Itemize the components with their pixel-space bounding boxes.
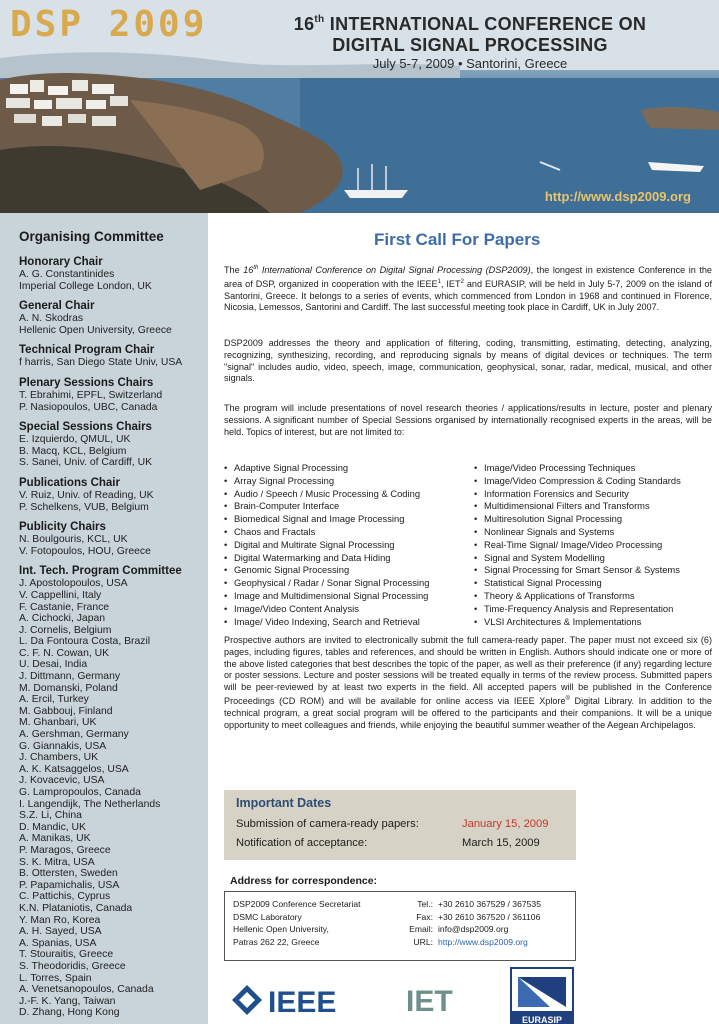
topic-item: • Signal and System Modelling <box>474 552 714 565</box>
committee-section-heading: Publicity Chairs <box>19 521 106 534</box>
submission-paragraph <box>224 635 712 731</box>
topic-item: • VLSI Architectures & Implementations <box>474 616 714 629</box>
committee-member: B. Ottersten, Sweden <box>19 868 118 880</box>
contact-key-tel: Tel.: <box>417 899 433 909</box>
committee-member: J. Cornelis, Belgium <box>19 624 112 636</box>
topic-item: • Adaptive Signal Processing <box>224 462 464 475</box>
committee-section <box>19 565 208 1019</box>
eurasip-logo-text: EURASIP <box>521 1015 563 1024</box>
topic-item: • Image/ Video Indexing, Search and Retrieval <box>224 616 464 629</box>
committee-member: A. Cichocki, Japan <box>19 613 106 625</box>
para1-body: , the longest in existence Conference in the area of DSP, organized in cooperation with the IEEE <box>224 265 712 289</box>
committee-member: A. G. Constantinides <box>19 269 115 280</box>
committee-sections <box>19 256 208 1019</box>
ieee-logo-text: IEEE <box>268 986 337 1017</box>
committee-member: A. Gershman, Germany <box>19 729 129 741</box>
committee-member: A. H. Sayed, USA <box>19 926 102 938</box>
topic-item: • Chaos and Fractals <box>224 526 464 539</box>
para1-iet: , IET <box>440 278 461 289</box>
program-paragraph: The program will include presentations of novel research theories / applications/results in lecture, poster and plenary sessions. A significant number of Special Sessions organised by internationally recognised experts in the areas, will be held. Topics of interest, but are not limited to: <box>224 403 712 437</box>
contact-keys <box>391 898 433 948</box>
committee-member: V. Fotopoulos, HOU, Greece <box>19 545 151 557</box>
committee-member: L. Torres, Spain <box>19 972 92 984</box>
contact-tel: +30 2610 367529 / 367535 <box>438 899 541 909</box>
title-line2: DIGITAL SIGNAL PROCESSING <box>332 35 608 55</box>
committee-member: J.-F. K. Yang, Taiwan <box>19 995 116 1007</box>
committee-member: Hellenic Open University, Greece <box>19 324 172 336</box>
date-label: Submission of camera-ready papers: <box>236 818 419 830</box>
committee-member: F. Castanie, France <box>19 601 110 613</box>
address-line: Hellenic Open University, <box>233 924 329 934</box>
conference-title <box>230 9 710 56</box>
para4-registered-mark: ® <box>565 695 570 702</box>
topic-item: • Real-Time Signal/ Image/Video Processing <box>474 539 714 552</box>
committee-section <box>19 300 208 336</box>
topic-item: • Digital and Multirate Signal Processing <box>224 539 464 552</box>
topic-item: • Theory & Applications of Transforms <box>474 590 714 603</box>
committee-member: E. Izquierdo, QMUL, UK <box>19 434 131 446</box>
committee-member: f harris, San Diego State Univ, USA <box>19 357 183 369</box>
banner-url-link[interactable]: http://www.dsp2009.org <box>544 189 691 204</box>
committee-member: C. F. N. Cowan, UK <box>19 647 110 659</box>
committee-member: D. Zhang, Hong Kong <box>19 1007 120 1019</box>
contact-key-email: Email: <box>409 924 433 934</box>
contact-url-link[interactable]: http://www.dsp2009.org <box>438 936 528 947</box>
topic-item: • Multidimensional Filters and Transforms <box>474 500 714 513</box>
para1-ordinal: 16 <box>243 265 254 276</box>
topic-item: • Multiresolution Signal Processing <box>474 513 714 526</box>
address-line: DSMC Laboratory <box>233 911 302 922</box>
committee-member: I. Langendijk, The Netherlands <box>19 798 161 810</box>
title-ordinal: 16 <box>293 14 315 34</box>
committee-member: Y. Man Ro, Korea <box>19 914 101 926</box>
committee-member: S. Theodoridis, Greece <box>19 960 126 972</box>
date-label: Notification of acceptance: <box>236 837 368 849</box>
important-dates-title: Important Dates <box>236 796 332 810</box>
iet-logo-text: IET <box>406 985 453 1018</box>
para1-tail: and EURASIP, will be held in July 5-7, 2009 on the island of Santorini, Greece. It belongs to a series of events, which commenced from London in 1968 and continued in Florence, Nicosia, Lemessos, Santorini and Cardiff. The last successful meeting took place in Cardiff, UK in July 2007. <box>224 278 712 313</box>
committee-member: P. Papamichalis, USA <box>19 879 120 891</box>
para1-footnote-1: 1 <box>437 278 441 285</box>
topic-item: • Audio / Speech / Music Processing & Coding <box>224 488 464 501</box>
committee-section-heading: Technical Program Chair <box>19 344 155 357</box>
committee-member: J. Chambers, UK <box>19 752 99 764</box>
para1-conference-name: International Conference on Digital Signal Processing (DSP2009) <box>258 265 531 276</box>
topic-item: • Image/Video Content Analysis <box>224 603 464 616</box>
committee-member: M. Gabbouj, Finland <box>19 705 113 717</box>
committee-member: A. Ercil, Turkey <box>19 694 89 706</box>
topic-item: • Time-Frequency Analysis and Representation <box>474 603 714 616</box>
committee-member: N. Boulgouris, KCL, UK <box>19 534 128 546</box>
call-for-papers-title: First Call For Papers <box>374 230 541 249</box>
para1-ordinal-suffix: th <box>253 265 259 271</box>
committee-member: L. Da Fontoura Costa, Brazil <box>19 636 151 648</box>
scope-paragraph: DSP2009 addresses the theory and application of filtering, coding, transmitting, estimating, detecting, analyzing, recognizing, synthesizing, recording, and reproducing signals by means of digital devices or techniques. The term "signal" includes audio, video, speech, image, communication, geophysical, sonar, radar, medical, musical, and other signals. <box>224 338 712 384</box>
committee-member: Imperial College London, UK <box>19 280 152 292</box>
topics-left-column <box>224 462 464 628</box>
contact-key-fax: Fax: <box>416 911 433 922</box>
important-dates-box <box>224 790 576 860</box>
committee-member: S. K. Mitra, USA <box>19 856 95 868</box>
eurasip-logo <box>510 967 574 1024</box>
topic-item: • Array Signal Processing <box>224 475 464 488</box>
topics-right-column <box>474 462 714 628</box>
committee-member: J. Kovacevic, USA <box>19 775 105 787</box>
intro-paragraph <box>224 263 712 314</box>
address-line: DSP2009 Conference Secretariat <box>233 899 361 909</box>
topic-item: • Digital Watermarking and Data Hiding <box>224 552 464 565</box>
topic-item: • Signal Processing for Smart Sensor & Systems <box>474 564 714 577</box>
committee-member: P. Maragos, Greece <box>19 844 111 856</box>
topic-item: • Genomic Signal Processing <box>224 564 464 577</box>
committee-member: J. Apostolopoulos, USA <box>19 578 128 590</box>
ieee-logo <box>230 983 360 1021</box>
committee-section <box>19 344 208 369</box>
sidebar-title: Organising Committee <box>19 229 164 244</box>
committee-member: M. Ghanbari, UK <box>19 717 97 729</box>
committee-section <box>19 521 208 557</box>
address-lines <box>233 898 361 948</box>
committee-member: B. Macq, KCL, Belgium <box>19 445 127 457</box>
committee-member: U. Desai, India <box>19 659 88 671</box>
contact-fax: +30 2610 367520 / 361106 <box>438 911 541 922</box>
topic-item: • Brain-Computer Interface <box>224 500 464 513</box>
committee-member: S.Z. Li, China <box>19 810 82 822</box>
date-value: January 15, 2009 <box>462 818 549 830</box>
committee-section <box>19 421 208 469</box>
address-title: Address for correspondence: <box>230 875 378 887</box>
committee-member: V. Ruiz, Univ. of Reading, UK <box>19 489 154 501</box>
committee-member: P. Nasiopoulos, UBC, Canada <box>19 401 158 413</box>
committee-member: A. K. Katsaggelos, USA <box>19 763 129 775</box>
date-row-submission <box>236 818 564 837</box>
committee-member: A. N. Skodras <box>19 313 84 325</box>
topic-item: • Image/Video Processing Techniques <box>474 462 714 475</box>
organising-committee-sidebar <box>0 213 208 1024</box>
committee-section-heading: Publications Chair <box>19 476 120 489</box>
committee-member: T. Stouraitis, Greece <box>19 949 114 961</box>
topic-item: • Nonlinear Signals and Systems <box>474 526 714 539</box>
committee-section-heading: General Chair <box>19 300 95 313</box>
para1-lead: The <box>224 265 244 276</box>
committee-member: K.N. Plataniotis, Canada <box>19 902 133 914</box>
committee-member: J. Dittmann, Germany <box>19 671 121 683</box>
topic-item: • Statistical Signal Processing <box>474 577 714 590</box>
contact-values <box>438 898 541 948</box>
committee-section-heading: Plenary Sessions Chairs <box>19 376 154 389</box>
committee-member: T. Ebrahimi, EPFL, Switzerland <box>19 389 163 401</box>
title-ordinal-suffix: th <box>314 14 325 25</box>
committee-member: C. Pattichis, Cyprus <box>19 891 111 903</box>
sponsor-logos <box>224 967 576 1024</box>
title-line1-rest: INTERNATIONAL CONFERENCE ON <box>329 14 647 34</box>
committee-section <box>19 477 208 513</box>
committee-section-heading: Special Sessions Chairs <box>19 421 152 434</box>
topic-item: • Image and Multidimensional Signal Processing <box>224 590 464 603</box>
conference-date-location: July 5-7, 2009 • Santorini, Greece <box>372 56 568 71</box>
topic-item: • Geophysical / Radar / Sonar Signal Processing <box>224 577 464 590</box>
committee-section <box>19 377 208 413</box>
header-banner <box>0 0 719 213</box>
committee-member: V. Cappellini, Italy <box>19 589 102 601</box>
topic-item: • Image/Video Compression & Coding Standards <box>474 475 714 488</box>
committee-member: A. Venetsanopoulos, Canada <box>19 984 154 996</box>
address-box <box>224 891 576 961</box>
committee-member: S. Sanei, Univ. of Cardiff, UK <box>19 457 153 469</box>
contact-key-url: URL: <box>413 936 433 947</box>
committee-member: G. Lampropoulos, Canada <box>19 787 141 798</box>
topic-item: • Biomedical Signal and Image Processing <box>224 513 464 526</box>
committee-member: A. Manikas, UK <box>19 833 91 845</box>
committee-member: G. Giannakis, USA <box>19 740 107 752</box>
date-value: March 15, 2009 <box>462 837 540 849</box>
committee-section-heading: Honorary Chair <box>19 256 103 268</box>
date-row-notification <box>236 837 564 856</box>
committee-member: P. Schelkens, VUB, Belgium <box>19 501 149 513</box>
committee-section <box>19 256 208 292</box>
dsp2009-logo: DSP 2009 <box>10 4 208 45</box>
contact-email-link[interactable]: info@dsp2009.org <box>438 924 509 934</box>
iet-logo <box>404 981 474 1023</box>
para1-footnote-2: 2 <box>460 278 464 285</box>
para4-tail: Digital Library. In addition to the technical program, a great social program will be offered to the participants and their companions. It will be a unique opportunity to meet colleagues and friends, while enjoying the beautiful summer weather of the Aegean Archipelagos. <box>224 696 712 730</box>
committee-section-heading: Int. Tech. Program Committee <box>19 565 182 578</box>
committee-member: D. Mandic, UK <box>19 821 86 833</box>
committee-member: A. Spanias, USA <box>19 937 97 949</box>
topic-item: • Information Forensics and Security <box>474 488 714 501</box>
committee-member: M. Domanski, Poland <box>19 682 118 694</box>
para4-body: Prospective authors are invited to electronically submit the full camera-ready paper. The paper must not exceed six (6) pages, including figures, tables and references, and should be written in English. Authors should indicate one or more of the above listed categories that best describes the topic of the paper, as well as their preference (if any) regarding lecture or poster sessions. Lecture and poster sessions will be treated equally in terms of the review process. Submitted papers will be peer-reviewed by at least two experts in the field. All accepted papers will be published in the Conference Proceedings (CD ROM) and will be available for online access via IEEE Xplore <box>224 635 712 707</box>
address-line: Patras 262 22, Greece <box>233 936 320 947</box>
